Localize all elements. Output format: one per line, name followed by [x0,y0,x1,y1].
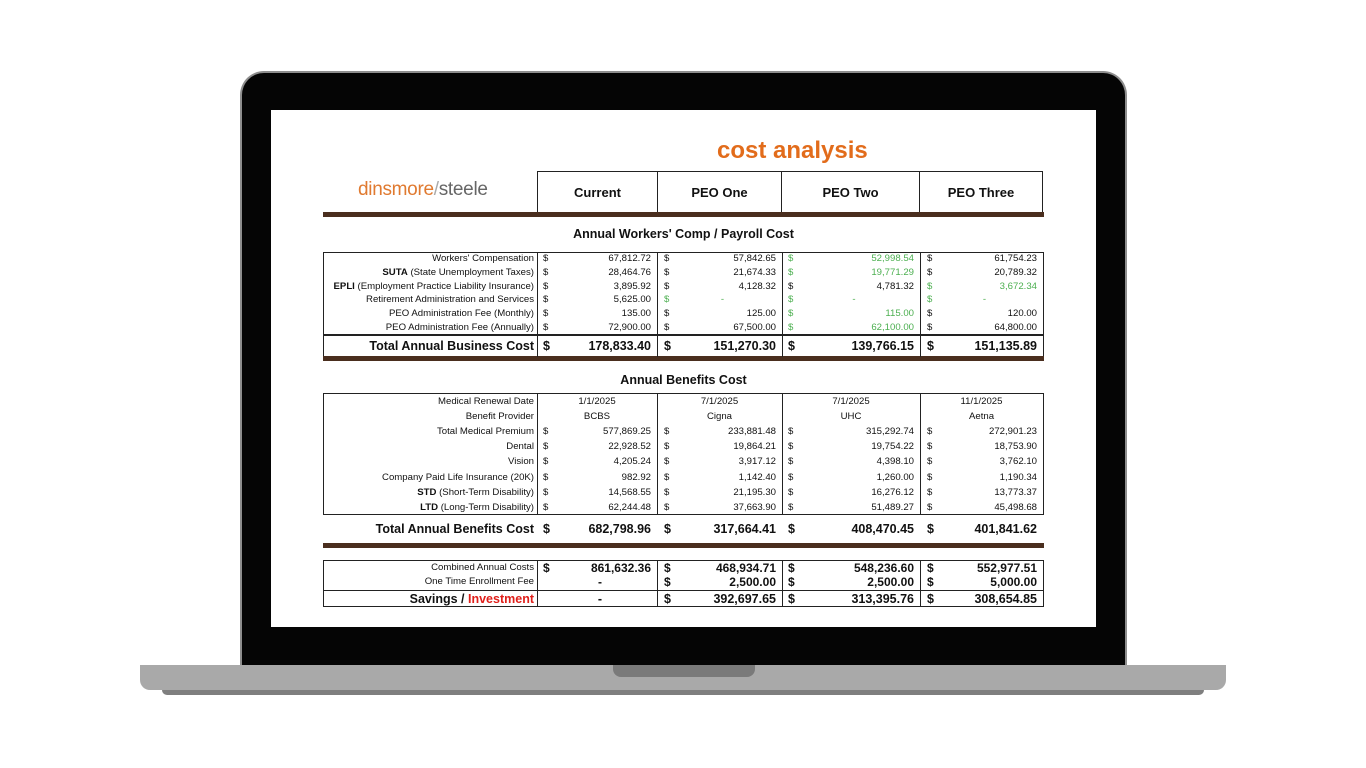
row-label [323,519,534,539]
cell-value: 61,754.23 [994,253,1037,264]
cell-value: 19,864.21 [733,441,776,453]
savings-label-text: Savings / [409,592,468,606]
cell-value: 62,244.48 [608,501,651,513]
currency-symbol: $ [664,339,671,353]
total-divider [323,334,1044,336]
divider-bar [323,212,1044,217]
cell-value: 3,917.12 [738,456,776,468]
currency-symbol: $ [543,471,549,483]
currency-symbol: $ [788,339,795,353]
currency-symbol: $ [788,294,794,306]
currency-symbol: $ [664,486,670,498]
benefit-provider: BCBS [583,411,611,423]
cell-value: 19,771.29 [871,266,914,278]
currency-symbol: $ [927,575,934,589]
cell-value: 21,674.33 [733,266,776,278]
currency-symbol: $ [927,280,933,292]
currency-symbol: $ [788,308,794,320]
currency-symbol: $ [927,426,933,438]
cell-value: - [720,294,725,306]
currency-symbol: $ [927,522,934,536]
cell-value: 5,000.00 [990,575,1037,589]
row-label-text: PEO Administration Fee (Annually) [385,322,534,333]
cell-value: 468,934.71 [715,561,776,575]
currency-symbol: $ [788,561,795,575]
currency-symbol: $ [543,486,549,498]
currency-symbol: $ [543,339,550,353]
currency-symbol: $ [788,575,795,589]
currency-symbol: $ [927,253,933,264]
column-divider [920,560,921,607]
cell-value: 67,500.00 [733,322,776,333]
cell-value: 3,762.10 [999,456,1037,468]
currency-symbol: $ [543,561,550,575]
currency-symbol: $ [664,294,670,306]
currency-symbol: $ [543,266,549,278]
cell-value: 120.00 [1007,308,1037,320]
laptop-base-shadow [162,690,1204,695]
column-header-current: Current [538,172,658,214]
row-label-text: (Long-Term Disability) [438,501,534,513]
row-label-bold: STD [417,486,437,498]
row-label [323,321,534,335]
cell-value: 62,100.00 [871,322,914,333]
row-label-text: Combined Annual Costs [431,562,534,573]
cell-value: 408,470.45 [851,522,914,536]
currency-symbol: $ [927,322,933,333]
cell-value: 401,841.62 [974,522,1037,536]
cell-value: 135.00 [621,308,651,320]
brand-logo [358,179,488,201]
column-header-table [537,171,1043,214]
column-header-peo-three: PEO Three [920,172,1043,214]
row-label-text: Benefit Provider [465,411,534,423]
currency-symbol: $ [664,522,671,536]
logo-part-1: dinsmore [358,179,434,200]
row-label [323,409,534,424]
row-label [323,293,534,307]
row-label-text: One Time Enrollment Fee [424,576,534,587]
currency-symbol: $ [664,471,670,483]
currency-symbol: $ [664,592,671,606]
currency-symbol: $ [788,501,794,513]
row-label-text: Workers' Compensation [432,253,534,264]
currency-symbol: $ [788,441,794,453]
currency-symbol: $ [543,456,549,468]
currency-symbol: $ [664,426,670,438]
column-divider [537,252,538,357]
currency-symbol: $ [927,456,933,468]
currency-symbol: $ [927,471,933,483]
cell-value: 178,833.40 [588,339,651,353]
cell-value: 552,977.51 [976,561,1037,575]
currency-symbol: $ [543,294,549,306]
renewal-date: 1/1/2025 [578,396,616,407]
currency-symbol: $ [788,266,794,278]
cell-value: 67,812.72 [608,253,651,264]
row-label [323,280,534,294]
row-label [323,336,534,356]
renewal-date: 7/1/2025 [832,396,870,407]
cell-value: 125.00 [746,308,776,320]
currency-symbol: $ [543,441,549,453]
currency-symbol: $ [927,501,933,513]
row-label-text: Dental [506,441,534,453]
currency-symbol: $ [664,253,670,264]
row-label [323,575,534,589]
section-title-workers-comp: Annual Workers' Comp / Payroll Cost [573,227,794,241]
divider-bar [323,543,1044,548]
cell-value: 5,625.00 [613,294,651,306]
cell-value: 315,292.74 [865,426,914,438]
savings-label [323,591,534,607]
cell-value: 57,842.65 [733,253,776,264]
cell-value: 20,789.32 [994,266,1037,278]
column-header-peo-one: PEO One [658,172,782,214]
row-label-text: Retirement Administration and Services [366,294,534,306]
cell-value: - [852,294,856,306]
row-label-text: Total Medical Premium [436,426,534,438]
row-label [323,424,534,439]
currency-symbol: $ [543,426,549,438]
row-label [323,470,534,485]
cell-value: 51,489.27 [871,501,914,513]
currency-symbol: $ [543,308,549,320]
currency-symbol: $ [664,501,670,513]
currency-symbol: $ [664,561,671,575]
cell-value: 151,135.89 [974,339,1037,353]
row-label [323,439,534,454]
cell-value: 22,928.52 [608,441,651,453]
row-label [323,485,534,500]
column-divider [537,560,538,607]
cell-value: 1,142.40 [738,471,776,483]
currency-symbol: $ [543,501,549,513]
row-label [323,454,534,469]
benefit-provider: UHC [840,411,862,423]
currency-symbol: $ [664,456,670,468]
cell-value: 13,773.37 [994,486,1037,498]
row-label [323,500,534,515]
row-label-bold: LTD [420,501,439,513]
currency-symbol: $ [788,592,795,606]
row-label-text: (Employment Practice Liability Insurance) [354,280,534,292]
cell-value: - [598,575,602,589]
benefit-provider: Aetna [968,411,995,423]
cell-value: 577,869.25 [602,426,651,438]
cell-value: 2,500.00 [729,575,776,589]
cell-value: 4,128.32 [738,280,776,292]
row-label [323,394,534,409]
currency-symbol: $ [788,426,794,438]
cell-value: 18,753.90 [994,441,1037,453]
currency-symbol: $ [927,266,933,278]
currency-symbol: $ [543,522,550,536]
cell-value: 4,781.32 [876,280,914,292]
cell-value: 28,464.76 [608,266,651,278]
currency-symbol: $ [788,522,795,536]
logo-part-2: steele [438,179,488,200]
cell-value: - [597,592,603,606]
cell-value: 3,672.34 [999,280,1037,292]
row-label [323,561,534,575]
cell-value: 21,195.30 [733,486,776,498]
cell-value: 72,900.00 [608,322,651,333]
cell-value: 1,190.34 [999,471,1037,483]
cell-value: 151,270.30 [713,339,776,353]
cell-value: 982.92 [621,471,651,483]
cell-value: 682,798.96 [588,522,651,536]
laptop-screen [271,110,1096,627]
cell-value: 2,500.00 [867,575,914,589]
row-label-text: PEO Administration Fee (Monthly) [388,308,534,320]
currency-symbol: $ [927,294,933,306]
row-label-text: Medical Renewal Date [438,396,534,407]
currency-symbol: $ [664,322,670,333]
cell-value: 19,754.22 [871,441,914,453]
row-label-bold: EPLI [333,280,355,292]
column-divider [920,252,921,357]
cell-value: 233,881.48 [727,426,776,438]
row-label [323,252,534,266]
currency-symbol: $ [788,456,794,468]
currency-symbol: $ [543,253,549,264]
currency-symbol: $ [788,322,794,333]
currency-symbol: $ [927,561,934,575]
row-label [323,307,534,321]
benefit-provider: Cigna [706,411,733,423]
cell-value: 139,766.15 [851,339,914,353]
page-title: cost analysis [717,137,868,164]
currency-symbol: $ [788,486,794,498]
currency-symbol: $ [664,441,670,453]
currency-symbol: $ [788,253,794,264]
column-divider [657,252,658,357]
cell-value: 548,236.60 [853,561,914,575]
currency-symbol: $ [664,280,670,292]
currency-symbol: $ [664,308,670,320]
currency-symbol: $ [927,441,933,453]
cell-value: 317,664.41 [713,522,776,536]
cell-value: 4,398.10 [876,456,914,468]
cell-value: 52,998.54 [871,253,914,264]
cell-value: 115.00 [885,308,914,320]
logo-slash: / [433,179,439,200]
cell-value: 3,895.92 [613,280,651,292]
column-divider [657,560,658,607]
cell-value: 1,260.00 [876,471,914,483]
cell-value: 4,205.24 [613,456,651,468]
cell-value: 45,498.68 [994,501,1037,513]
row-label-text: Total Annual Business Cost [369,339,534,353]
column-divider [782,252,783,357]
laptop-notch [613,665,755,677]
divider-bar [323,356,1044,361]
cell-value: 64,800.00 [994,322,1037,333]
investment-label-text: Investment [468,592,534,606]
cell-value: 37,663.90 [733,501,776,513]
renewal-date: 11/1/2025 [960,396,1003,407]
cell-value: 16,276.12 [871,486,914,498]
renewal-date: 7/1/2025 [700,396,739,407]
cell-value: 861,632.36 [590,561,651,575]
currency-symbol: $ [543,280,549,292]
row-label-bold: SUTA [382,266,408,278]
row-label [323,266,534,280]
row-label-text: Total Annual Benefits Cost [375,522,534,536]
currency-symbol: $ [927,486,933,498]
column-header-peo-two: PEO Two [782,172,920,214]
currency-symbol: $ [664,575,671,589]
cell-value: - [982,294,987,306]
currency-symbol: $ [788,471,794,483]
cell-value: 392,697.65 [713,592,776,606]
cell-value: 272,901.23 [988,426,1037,438]
currency-symbol: $ [543,322,549,333]
row-label-text: (State Unemployment Taxes) [407,266,534,278]
cell-value: 313,395.76 [851,592,914,606]
currency-symbol: $ [927,592,934,606]
column-divider [782,560,783,607]
row-label-text: Company Paid Life Insurance (20K) [382,471,534,483]
cell-value: 14,568.55 [608,486,651,498]
currency-symbol: $ [927,308,933,320]
currency-symbol: $ [927,339,934,353]
section-title-benefits: Annual Benefits Cost [620,373,747,387]
row-label-text: (Short-Term Disability) [436,486,534,498]
currency-symbol: $ [788,280,794,292]
currency-symbol: $ [664,266,670,278]
row-label-text: Vision [508,456,534,468]
cell-value: 308,654.85 [974,592,1037,606]
